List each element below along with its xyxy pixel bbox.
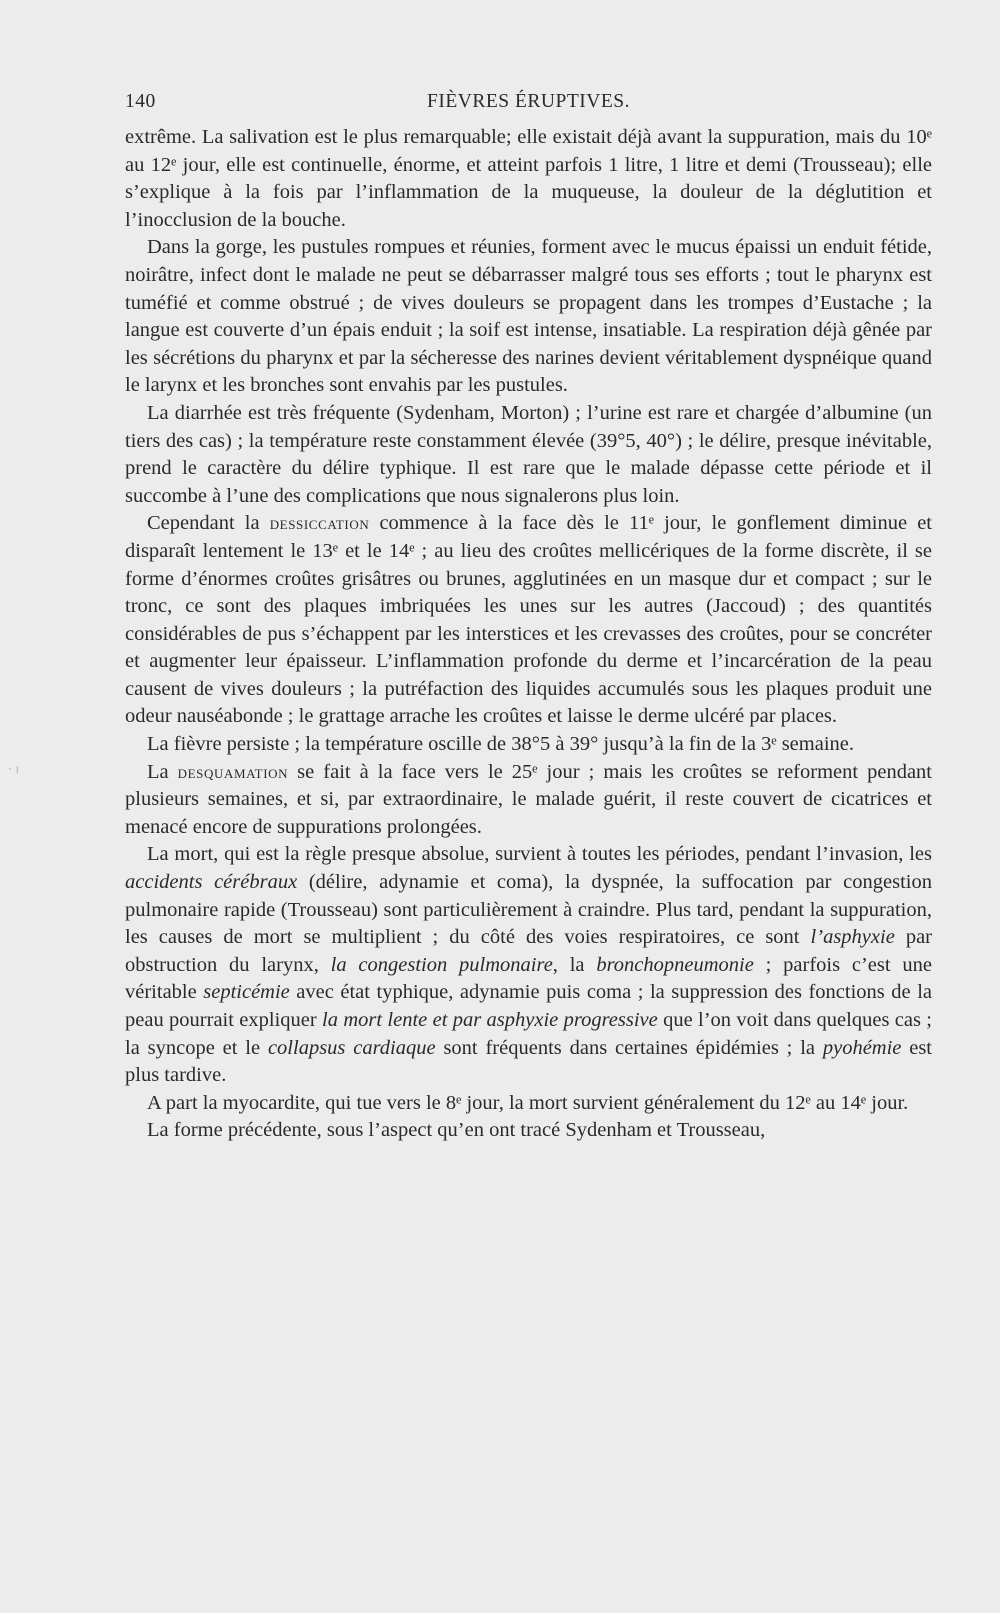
italic-term: l’asphyxie [810, 926, 895, 949]
body-text [125, 124, 932, 1145]
paragraph-text: (délire, adynamie et coma), la dyspnée, la suffocation par congestion pulmonaire rapide (Trousseau) sont particulièrement à craindre. Plus tard, pendant la suppuration, les causes de mort se multiplient ; du côté des voies respiratoires, ce sont [125, 871, 932, 949]
paragraph-text: La mort, qui est la règle presque absolue, survient à toutes les périodes, pendant l’invasion, les [147, 843, 932, 866]
paragraph-text: avec état typhique, adynamie puis coma ; la suppression des fonctions de la peau pourrait expliquer [125, 981, 932, 1031]
paragraph [125, 1117, 932, 1145]
paragraph-text: La [147, 760, 178, 783]
paragraph-text: sont fréquents dans certaines épidémies ; la [435, 1036, 823, 1059]
italic-term: collapsus cardiaque [267, 1036, 436, 1059]
small-caps-term: desquamation [177, 761, 289, 783]
margin-mark: · ı [8, 762, 19, 776]
page-header [125, 91, 932, 121]
paragraph-text: A part la myocardite, qui tue vers le 8ᵉ jour, la mort survient généralement du 12ᵉ au 14ᵉ jour. [147, 1091, 909, 1114]
paragraph-text: se fait à la face vers le 25ᵉ jour ; mais les croûtes se reforment pendant plusieurs semaines, et si, par extraordinaire, le malade guérit, il reste couvert de cicatrices et menacé encore de suppurations prolongées. [125, 760, 932, 838]
italic-term: bronchopneumonie [596, 953, 754, 976]
paragraph-text: ; parfois c’est une véritable [125, 953, 932, 1004]
italic-term: pyohémie [822, 1036, 902, 1059]
italic-term: accidents cérébraux [125, 871, 298, 894]
paragraph [125, 759, 932, 842]
paragraph-text: Dans la gorge, les pustules rompues et réunies, forment avec le mucus épaissi un enduit fétide, noirâtre, infect dont le malade ne peut se débarrasser malgré tous ses efforts ; tout le pharynx est tuméfié et comme obstrué ; de vives douleurs se propagent dans les trompes d’Eustache ; la langue est couverte d’un épais enduit ; la soif est intense, insatiable. La respiration déjà gênée par les sécrétions du pharynx et par la sécheresse des narines devient véritablement dyspnéique quand le larynx et les bronches sont envahis par les pustules. [125, 236, 932, 397]
paragraph-text: La fièvre persiste ; la température oscille de 38°5 à 39° jusqu’à la fin de la 3ᵉ semaine. [147, 733, 854, 756]
paragraph [125, 510, 932, 731]
paragraph [125, 731, 932, 759]
italic-term: la mort lente et par asphyxie progressive [322, 1009, 658, 1031]
paragraph-text: Cependant la [147, 512, 270, 535]
paragraph [125, 400, 932, 510]
paragraph-text: La forme précédente, sous l’aspect qu’en ont tracé Sydenham et Trousseau, [147, 1119, 766, 1142]
paragraph-text: que l’on voit dans quelques cas ; la syncope et le [125, 1009, 932, 1059]
paragraph [125, 124, 932, 234]
paragraph-text: commence à la face dès le 11ᵉ jour, le gonflement diminue et disparaît lentement le 13ᵉ et le 14ᵉ ; au lieu des croûtes mellicériques de la forme discrète, il se forme d’énormes croûtes grisâtres ou brunes, agglutinées en un masque dur et compact ; sur le tronc, ce sont des plaques imbriquées les unes sur les autres (Jaccoud) ; des quantités considérables de pus s’échappent par les interstices et les crevasses des croûtes, pour se concréter et augmenter leur épaisseur. L’inflammation profonde du derme et l’incarcération de la peau causent de vives douleurs ; la putréfaction des liquides accumulés sous les plaques produit une odeur nauséabonde ; le grattage arrache les croûtes et laisse le derme ulcéré par places. [125, 512, 932, 728]
paragraph-text: extrême. La salivation est le plus remarquable; elle existait déjà avant la suppuration, mais du 10ᵉ au 12ᵉ jour, elle est continuelle, énorme, et atteint parfois 1 litre, 1 litre et demi (Trousseau); elle s’explique à la fois par l’inflammation de la muqueuse, la douleur de la déglutition et l’inocclusion de la bouche. [125, 126, 932, 231]
paragraph-text: La diarrhée est très fréquente (Sydenham, Morton) ; l’urine est rare et chargée d’albumine (un tiers des cas) ; la température reste constamment élevée (39°5, 40°) ; le délire, presque inévitable, prend le caractère du délire typhique. Il est rare que le malade dépasse cette période et il succombe à l’une des complications que nous signalerons plus loin. [125, 401, 932, 507]
italic-term: septicémie [203, 981, 290, 1004]
paragraph [125, 1090, 932, 1118]
paragraph-text: par obstruction du larynx, [125, 926, 933, 976]
page-number: 140 [125, 91, 156, 112]
paragraph [125, 234, 932, 400]
italic-term: la congestion pulmonaire [330, 953, 553, 976]
paragraph-text: est plus tardive. [125, 1036, 933, 1087]
paragraph [125, 841, 932, 1089]
running-head: FIÈVRES ÉRUPTIVES. [427, 91, 630, 112]
small-caps-term: dessiccation [269, 513, 370, 535]
paragraph-text: , la [552, 953, 597, 976]
